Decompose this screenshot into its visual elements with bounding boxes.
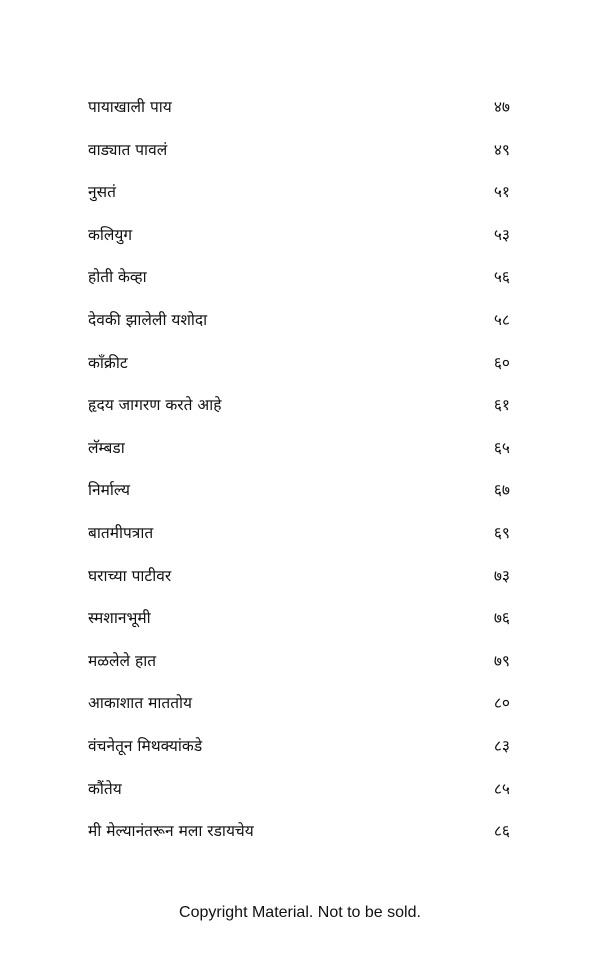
toc-entry: [88, 810, 510, 853]
toc-entry-page: ६१: [493, 396, 510, 415]
toc-entry-title: कौंतेय: [88, 779, 122, 798]
toc-entry: [88, 171, 510, 214]
toc-entry: [88, 86, 510, 129]
toc-entry-title: होती केव्हा: [88, 268, 147, 287]
toc-entry-title: नुसतं: [88, 183, 116, 202]
toc-entry-page: ७६: [493, 609, 510, 628]
toc-entry: [88, 725, 510, 768]
toc-entry-title: मी मेल्यानंतरून मला रडायचेय: [88, 822, 254, 841]
toc-entry-page: ५३: [493, 225, 510, 244]
toc-entry-title: आकाशात माततोय: [88, 694, 193, 713]
toc-entry-page: ६७: [493, 481, 510, 500]
copyright-footer: Copyright Material. Not to be sold.: [179, 904, 421, 921]
toc-entry-page: ४९: [493, 140, 510, 159]
toc-entry-page: ७३: [493, 566, 510, 585]
toc-entry: [88, 256, 510, 299]
toc-entry: [88, 299, 510, 342]
toc-entry-title: कलियुग: [88, 225, 133, 244]
toc-entry-page: ६०: [493, 353, 510, 372]
toc-entry-title: निर्माल्य: [88, 481, 130, 500]
toc-entry-page: ७९: [493, 651, 510, 670]
toc-entry-title: वंचनेतून मिथक्यांकडे: [88, 736, 203, 755]
toc-entry-title: लॅम्बडा: [88, 438, 125, 457]
toc-entry: [88, 640, 510, 683]
toc-entry-title: वाड्यात पावलं: [88, 140, 168, 159]
toc-entry: [88, 512, 510, 555]
toc-entry-title: हृदय जागरण करते आहे: [88, 396, 222, 415]
toc-entry-page: ८०: [493, 694, 510, 713]
toc-entry-page: ६९: [493, 523, 510, 542]
toc-entry: [88, 597, 510, 640]
toc-entry: [88, 214, 510, 257]
toc-entry-title: पायाखाली पाय: [88, 98, 172, 116]
table-of-contents: [88, 86, 510, 853]
toc-entry-page: ५६: [493, 268, 510, 287]
toc-entry: [88, 384, 510, 427]
toc-entry-page: ६५: [493, 438, 510, 457]
toc-entry: [88, 469, 510, 512]
toc-entry-title: देवकी झालेली यशोदा: [88, 310, 208, 329]
toc-entry-page: ८३: [493, 736, 510, 755]
toc-entry-title: स्मशानभूमी: [88, 609, 151, 628]
toc-entry-page: ८५: [493, 779, 510, 798]
toc-entry-page: ५१: [493, 183, 510, 202]
toc-entry: [88, 129, 510, 172]
toc-entry: [88, 682, 510, 725]
toc-entry-title: काँक्रीट: [88, 353, 128, 372]
toc-entry: [88, 768, 510, 811]
toc-entry-page: ५८: [493, 310, 510, 329]
toc-entry-title: घराच्या पाटीवर: [88, 566, 172, 585]
toc-entry: [88, 555, 510, 598]
toc-entry-page: ४७: [493, 98, 510, 116]
toc-entry-page: ८६: [493, 822, 510, 841]
toc-entry-title: बातमीपत्रात: [88, 523, 154, 542]
toc-entry-title: मळलेले हात: [88, 651, 157, 670]
toc-entry: [88, 342, 510, 385]
toc-entry: [88, 427, 510, 470]
